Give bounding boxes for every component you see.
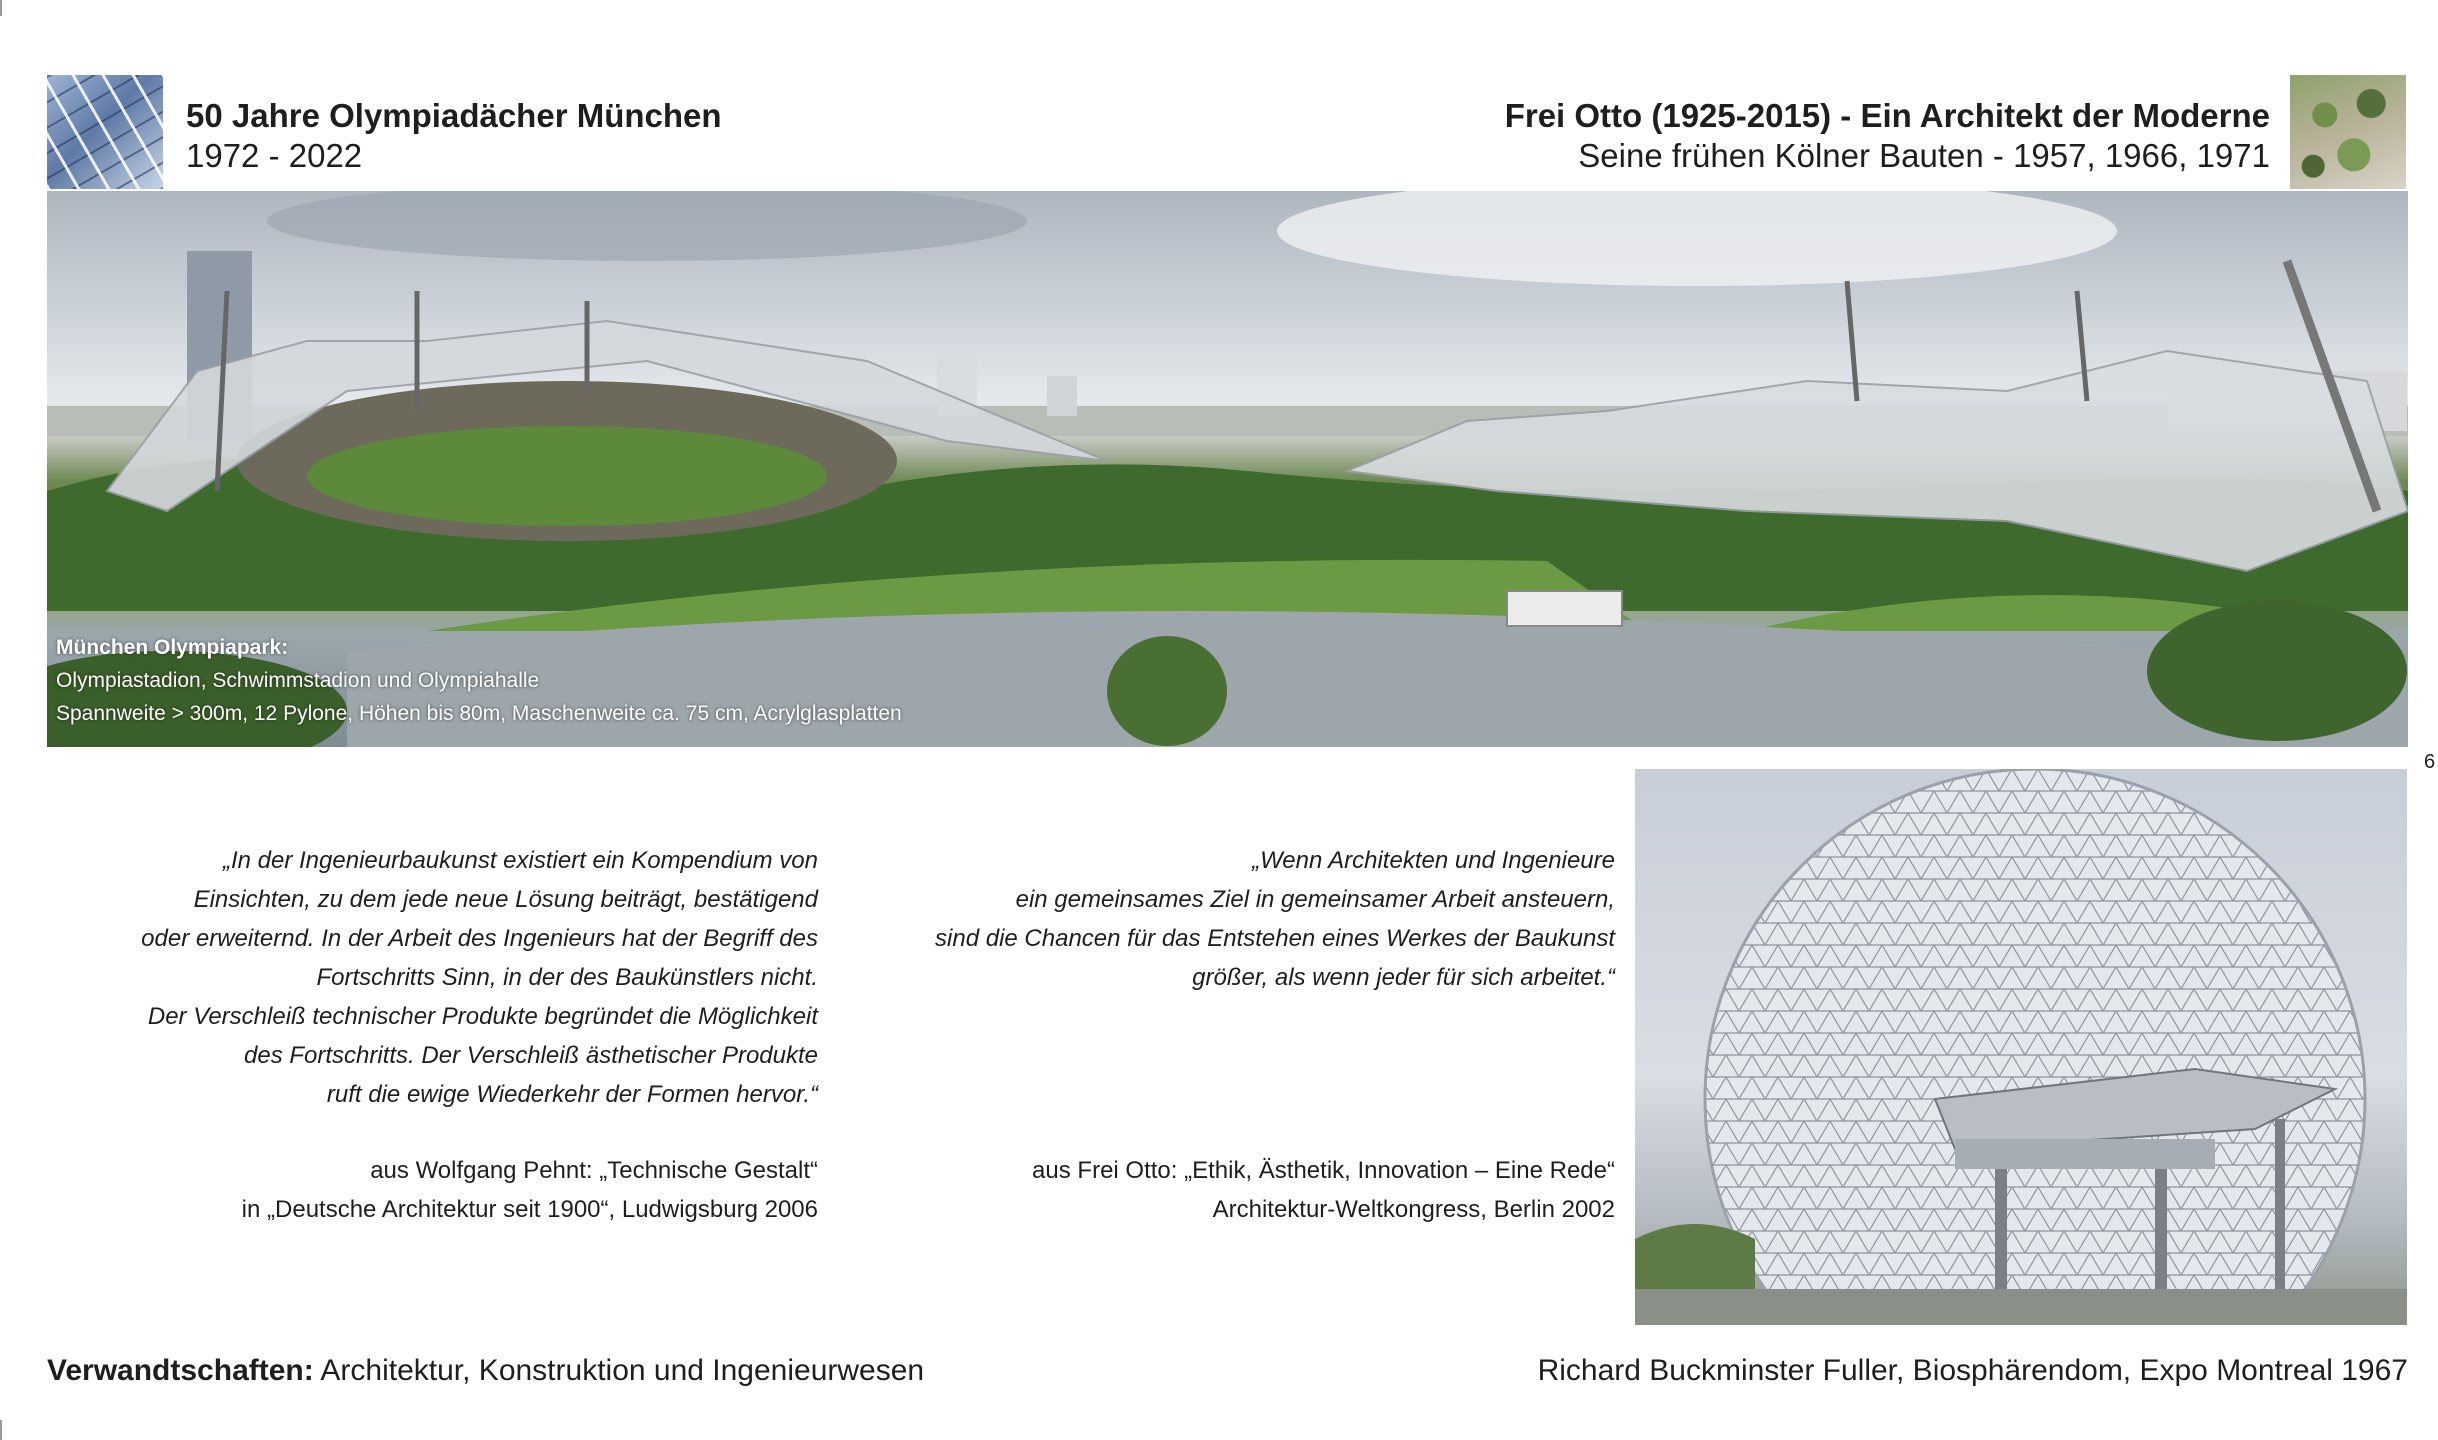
header-left-title: 50 Jahre Olympiadächer München bbox=[186, 97, 722, 134]
quote-right bbox=[935, 841, 1615, 997]
biosphere-dome-photo bbox=[1635, 769, 2407, 1325]
panorama-caption-line-1: Olympiastadion, Schwimmstadion und Olympiahalle bbox=[56, 669, 540, 692]
header-right-title: Frei Otto (1925-2015) - Ein Architekt der Moderne bbox=[1504, 97, 2270, 134]
quote-right-source-line-1: aus Frei Otto: „Ethik, Ästhetik, Innovation – Eine Rede“ bbox=[1032, 1157, 1615, 1184]
panorama-caption-title: München Olympiapark: bbox=[56, 636, 289, 659]
quote-left-source-line-1: aus Wolfgang Pehnt: „Technische Gestalt“ bbox=[370, 1157, 818, 1184]
quote-left-line: des Fortschritts. Der Verschleiß ästhetischer Produkte bbox=[244, 1042, 818, 1069]
olympic-roof-thumbnail bbox=[47, 75, 163, 189]
quote-left-source bbox=[242, 1151, 818, 1229]
quote-right-source bbox=[1032, 1151, 1615, 1229]
quote-left-line: oder erweiternd. In der Arbeit des Ingenieurs hat der Begriff des bbox=[141, 925, 818, 952]
panorama-caption-line-2: Spannweite > 300m, 12 Pylone, Höhen bis 80m, Maschenweite ca. 75 cm, Acrylglasplatten bbox=[56, 702, 902, 725]
header-right-subtitle: Seine frühen Kölner Bauten - 1957, 1966, 1971 bbox=[1578, 137, 2270, 174]
quote-left-line: Einsichten, zu dem jede neue Lösung beiträgt, bestätigend bbox=[193, 886, 818, 913]
quote-left-line: Fortschritts Sinn, in der des Baukünstlers nicht. bbox=[316, 964, 818, 991]
quote-right-line: „Wenn Architekten und Ingenieure bbox=[1252, 847, 1615, 874]
page-number: 6 bbox=[2424, 751, 2436, 773]
quote-left bbox=[141, 841, 818, 1114]
quote-left-line: Der Verschleiß technischer Produkte begründet die Möglichkeit bbox=[147, 1003, 818, 1030]
quote-right-line: ein gemeinsames Ziel in gemeinsamer Arbeit ansteuern, bbox=[1015, 886, 1615, 913]
header-left-subtitle: 1972 - 2022 bbox=[186, 137, 363, 174]
footer-left-text: Architektur, Konstruktion und Ingenieurwesen bbox=[313, 1354, 925, 1387]
edge-mark-top bbox=[0, 0, 2, 16]
quote-right-line: sind die Chancen für das Entstehen eines Werkes der Baukunst bbox=[935, 925, 1615, 952]
quote-left-line: ruft die ewige Wiederkehr der Formen hervor.“ bbox=[326, 1081, 818, 1108]
biosphere-dome-illustration bbox=[1635, 769, 2407, 1325]
footer-left-label: Verwandtschaften: bbox=[47, 1354, 314, 1387]
quote-left-source-line-2: in „Deutsche Architektur seit 1900“, Ludwigsburg 2006 bbox=[241, 1196, 818, 1223]
quote-left-line: „In der Ingenieurbaukunst existiert ein Kompendium von bbox=[222, 847, 818, 874]
quote-right-source-line-2: Architektur-Weltkongress, Berlin 2002 bbox=[1212, 1196, 1615, 1223]
edge-mark-bottom bbox=[0, 1420, 2, 1440]
footer-right-caption: Richard Buckminster Fuller, Biosphärendom, Expo Montreal 1967 bbox=[1537, 1354, 2408, 1387]
cologne-aerial-thumbnail bbox=[2290, 75, 2406, 189]
quote-right-line: größer, als wenn jeder für sich arbeitet.“ bbox=[1192, 964, 1615, 991]
footer-left bbox=[47, 1351, 924, 1391]
olympiapark-panorama bbox=[47, 191, 2408, 747]
